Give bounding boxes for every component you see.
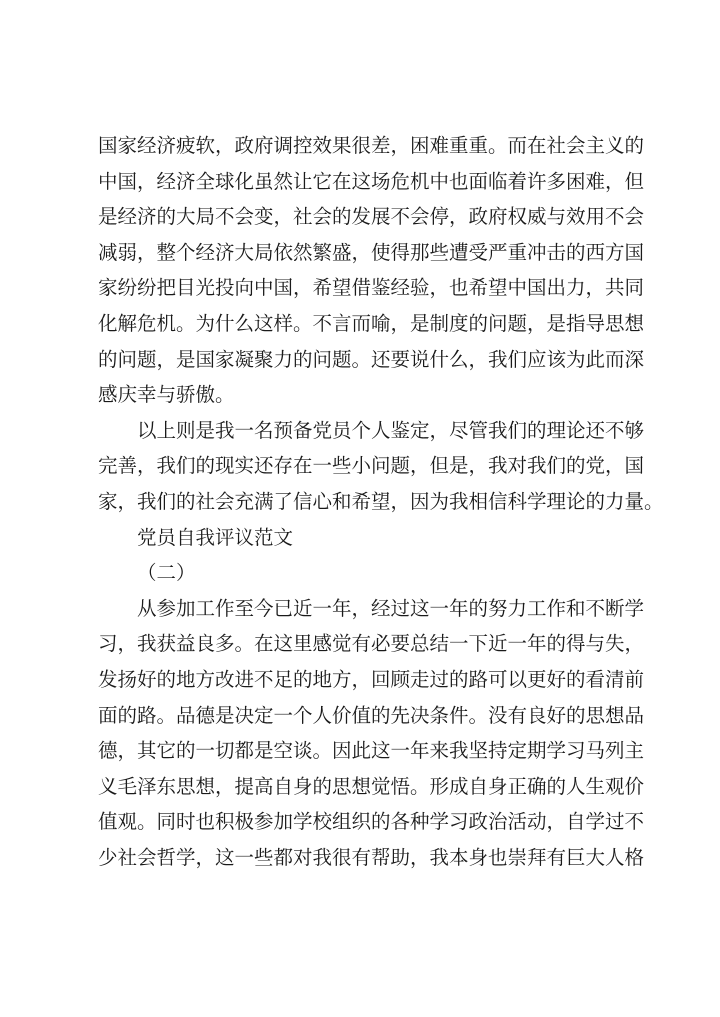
text-line: 习，我获益良多。在这里感觉有必要总结一下近一年的得与失，: [98, 632, 645, 656]
text-line: 义毛泽东思想，提高自身的思想觉悟。形成自身正确的人生观价: [98, 774, 645, 798]
document-body: [98, 128, 664, 875]
text-line: 减弱，整个经济大局依然繁盛，使得那些遭受严重冲击的西方国: [98, 240, 645, 264]
text-line: 值观。同时也积极参加学校组织的各种学习政治活动，自学过不: [98, 810, 645, 834]
text-line: 以上则是我一名预备党员个人鉴定，尽管我们的理论还不够: [137, 418, 645, 442]
text-line: 中国，经济全球化虽然让它在这场危机中也面临着许多困难，但: [98, 169, 645, 193]
text-line: 从参加工作至今已近一年，经过这一年的努力工作和不断学: [137, 596, 645, 620]
text-line: 完善，我们的现实还存在一些小问题，但是，我对我们的党，国: [98, 454, 645, 478]
text-line: 发扬好的地方改进不足的地方，回顾走过的路可以更好的看清前: [98, 667, 645, 691]
text-line: 德，其它的一切都是空谈。因此这一年来我坚持定期学习马列主: [98, 739, 645, 763]
text-line: 面的路。品德是决定一个人价值的先决条件。没有良好的思想品: [98, 703, 645, 727]
text-line: 是经济的大局不会变，社会的发展不会停，政府权威与效用不会: [98, 205, 645, 229]
text-line: 少社会哲学，这一些都对我很有帮助，我本身也崇拜有巨大人格: [98, 845, 645, 869]
section-heading: 党员自我评议范文: [137, 525, 294, 549]
text-line: 的问题，是国家凝聚力的问题。还要说什么，我们应该为此而深: [98, 347, 645, 371]
text-line: 国家经济疲软，政府调控效果很差，困难重重。而在社会主义的: [98, 134, 645, 157]
text-line: 家纷纷把目光投向中国，希望借鉴经验，也希望中国出力，共同: [98, 276, 645, 300]
text-line: 家，我们的社会充满了信心和希望，因为我相信科学理论的力量。: [98, 489, 664, 513]
text-line: 感庆幸与骄傲。: [98, 383, 235, 407]
text-line: 化解危机。为什么这样。不言而喻，是制度的问题，是指导思想: [98, 311, 645, 335]
section-subheading: （二）: [137, 561, 196, 585]
